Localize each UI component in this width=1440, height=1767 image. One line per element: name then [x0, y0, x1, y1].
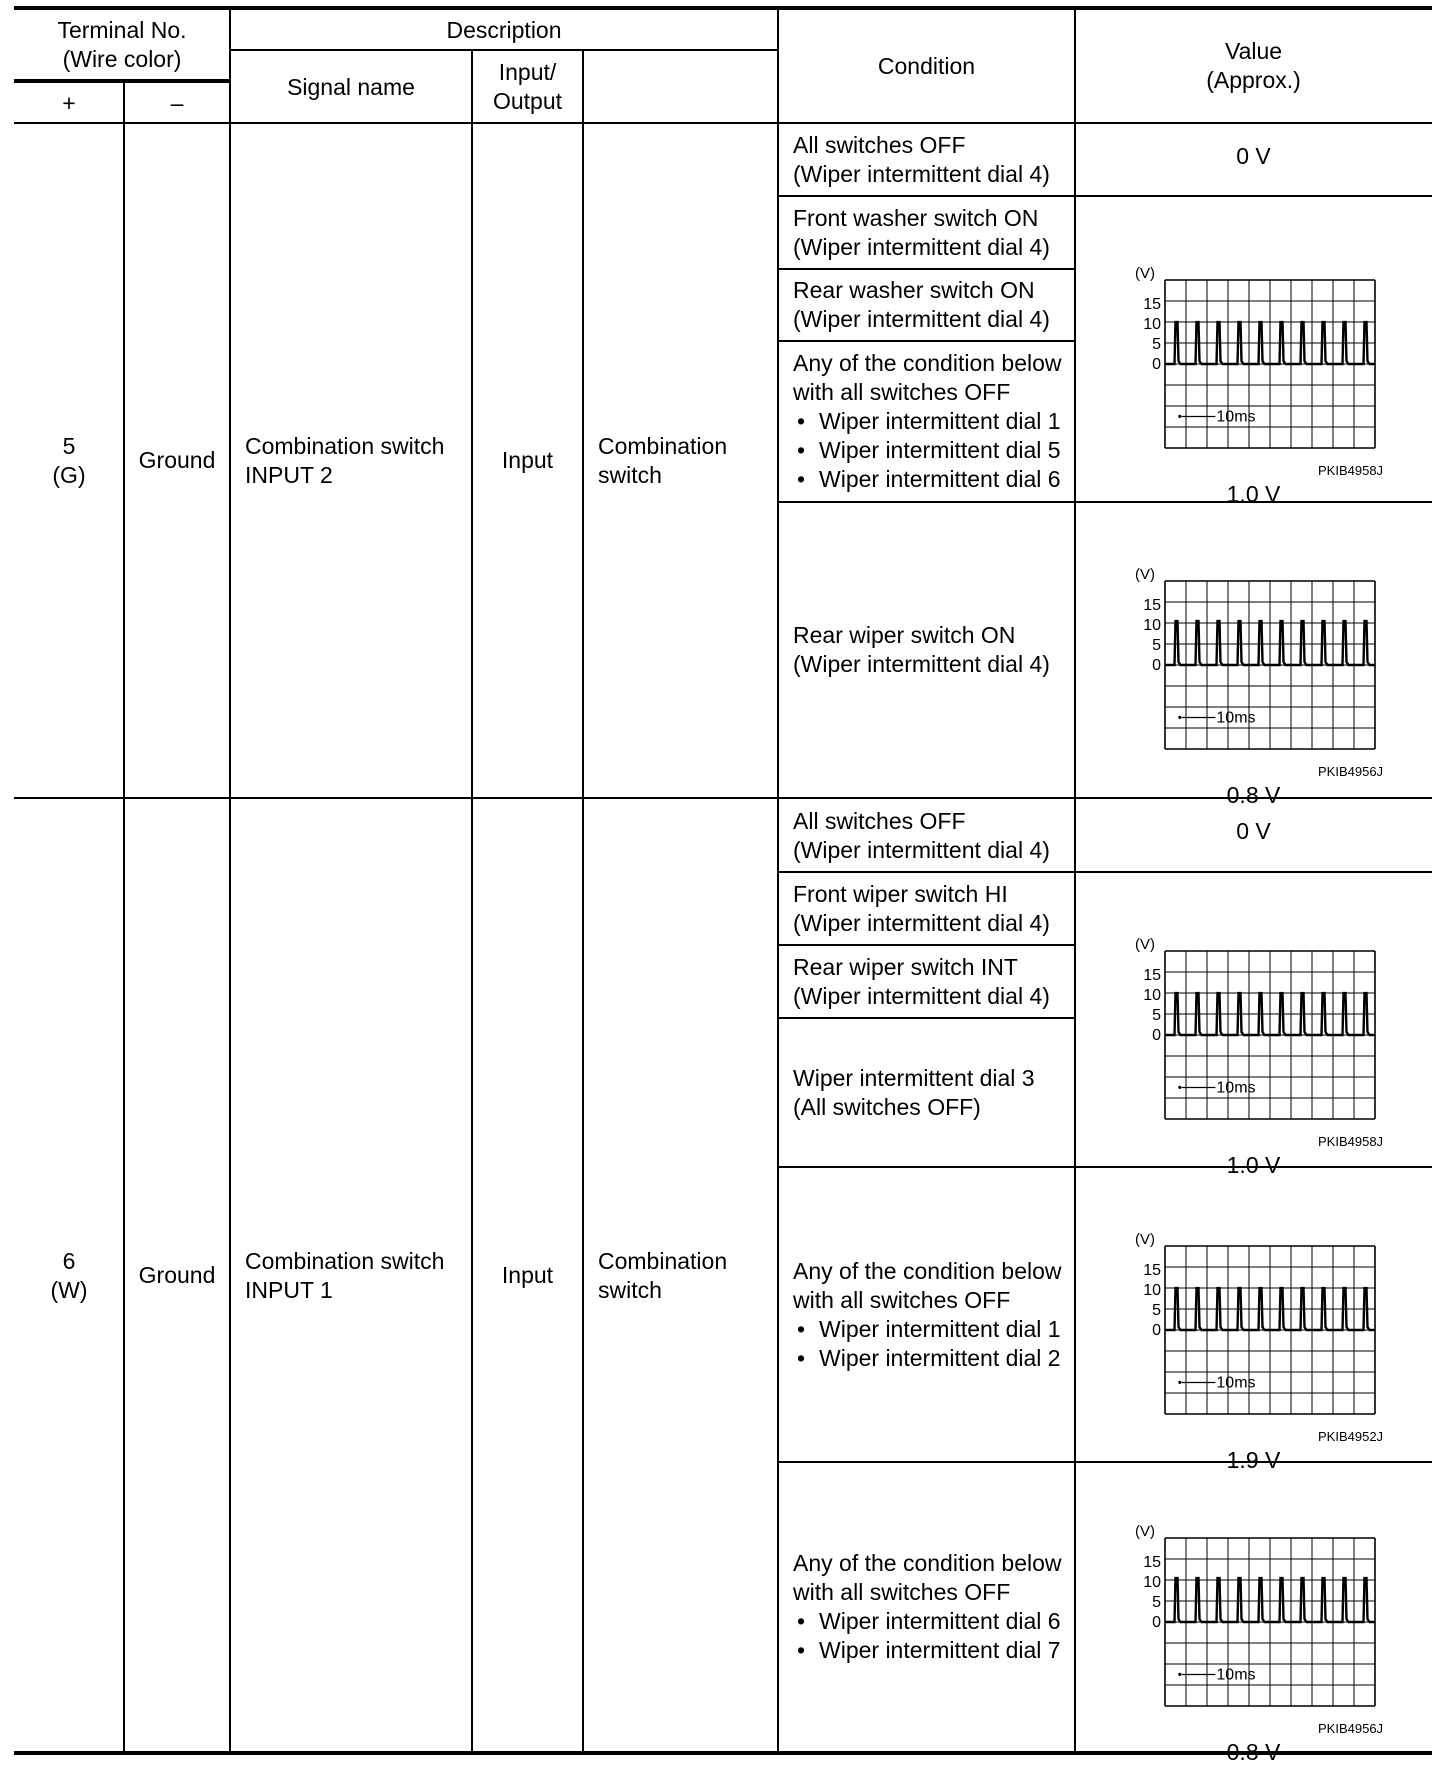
scope-tick-label: 10 [1143, 987, 1161, 1005]
bullet-item [793, 436, 1061, 465]
scope-tick-label: 5 [1152, 1007, 1161, 1025]
terminal-ground [124, 124, 230, 797]
waveform-scope [1123, 1230, 1377, 1418]
header-input-output [472, 52, 583, 122]
value-text: 0.8 V [1226, 1739, 1281, 1765]
input-output [472, 799, 583, 1752]
text-line: Ground [138, 447, 216, 473]
scope-tick-label: 5 [1152, 1594, 1161, 1612]
waveform-svg [1123, 565, 1377, 753]
value-text: 0 V [1236, 143, 1271, 169]
header-condition [778, 10, 1075, 122]
text-line: Description [446, 16, 562, 43]
text-line: 5 [62, 432, 76, 459]
scope-tick-label: 5 [1152, 336, 1161, 354]
time-marker-label: 10ms [1216, 709, 1256, 727]
scope-tick-label: 15 [1143, 967, 1161, 985]
header-description [230, 10, 778, 50]
text-line: (All switches OFF) [793, 1093, 981, 1120]
scope-unit-label: (V) [1135, 1231, 1155, 1248]
waveform-svg [1123, 1522, 1377, 1710]
text-line: Any of the condition below [793, 1257, 1062, 1284]
header-minus [124, 84, 230, 122]
text-line: (G) [52, 461, 86, 488]
time-marker-dot: • [1177, 409, 1182, 424]
scope-tick-label: 15 [1143, 1262, 1161, 1280]
text-line: Input/ [498, 59, 557, 85]
terminal-number [14, 799, 124, 1752]
text-line: Any of the condition below [793, 350, 1062, 376]
text-line: (Wiper intermittent dial 4) [793, 233, 1050, 260]
condition-cell [778, 341, 1075, 502]
condition-cell [778, 1167, 1075, 1462]
text-line: switch [598, 461, 662, 488]
condition-cell [778, 1462, 1075, 1752]
scope-tick-label: 0 [1152, 657, 1161, 674]
bullet-text: Wiper intermittent dial 2 [819, 1344, 1061, 1371]
condition-cell [778, 945, 1075, 1018]
text-line: with all switches OFF [793, 379, 1011, 405]
text-line: Output [492, 88, 563, 114]
bullet-dot: • [797, 1608, 806, 1634]
time-marker-label: 10ms [1216, 408, 1256, 426]
bullet-text: Wiper intermittent dial 1 [819, 1315, 1061, 1342]
time-marker-dot: • [1177, 1667, 1182, 1682]
value-text: 0 V [1236, 818, 1271, 844]
text-line: Any of the condition below [793, 1550, 1062, 1576]
text-line: Rear wiper switch INT [793, 953, 1018, 980]
bullet-dot: • [797, 1344, 806, 1371]
value-text: 1.9 V [1226, 1447, 1281, 1473]
text-line: Front wiper switch HI [793, 880, 1008, 907]
text-line: (Wiper intermittent dial 4) [793, 306, 1050, 332]
text-line: Front washer switch ON [793, 204, 1039, 231]
bullet-dot: • [797, 408, 806, 434]
figure-code: PKIB4956J [1318, 764, 1384, 779]
waveform-svg [1123, 264, 1377, 452]
waveform-scope [1123, 935, 1377, 1123]
header-plus [14, 84, 124, 122]
scope-tick-label: 10 [1143, 316, 1161, 334]
text-line: Value [1224, 38, 1283, 64]
text-line: with all switches OFF [793, 1579, 1011, 1605]
text-line: Combination switch [245, 432, 445, 459]
scope-unit-label: (V) [1135, 1523, 1155, 1540]
scope-tick-label: 10 [1143, 617, 1161, 635]
scope-tick-label: 15 [1143, 1554, 1161, 1572]
condition-cell [778, 872, 1075, 945]
bullet-item [793, 1344, 1061, 1373]
scope-tick-label: 15 [1143, 597, 1161, 615]
text-line: switch [598, 1276, 662, 1303]
text-line: All switches OFF [793, 807, 966, 834]
header-signal-name [230, 52, 472, 122]
value-cell [1075, 124, 1432, 196]
terminal-ground [124, 799, 230, 1752]
value-cell [1075, 799, 1432, 872]
condition-cell [778, 502, 1075, 797]
text-line: Ground [138, 1262, 216, 1288]
figure-code: PKIB4958J [1318, 463, 1384, 478]
figure-code: PKIB4958J [1318, 1134, 1384, 1149]
scope-tick-label: 5 [1152, 637, 1161, 655]
text-line: Input [501, 1262, 554, 1288]
scope-tick-label: 10 [1143, 1574, 1161, 1592]
text-line: Input [501, 447, 554, 473]
scope-unit-label: (V) [1135, 265, 1155, 282]
condition-group [583, 799, 778, 1752]
bullet-dot: • [797, 437, 806, 463]
header-terminal-no [14, 10, 230, 80]
text-line: Rear washer switch ON [793, 277, 1035, 303]
text-line: Combination [598, 1247, 728, 1274]
value-text: 0.8 V [1226, 782, 1281, 808]
bullet-item [793, 407, 1061, 436]
bullet-item [793, 465, 1061, 494]
condition-cell [778, 196, 1075, 269]
scope-tick-label: 15 [1143, 296, 1161, 314]
text-line: Signal name [287, 73, 415, 100]
bullet-text: Wiper intermittent dial 5 [819, 437, 1061, 463]
scope-tick-label: 0 [1152, 1027, 1161, 1044]
text-line: (Wiper intermittent dial 4) [793, 161, 1050, 187]
scope-tick-label: 5 [1152, 1302, 1161, 1320]
text-line: (Wiper intermittent dial 4) [793, 909, 1050, 936]
text-line: Terminal No. [57, 17, 187, 43]
scope-unit-label: (V) [1135, 566, 1155, 583]
waveform-scope [1123, 264, 1377, 452]
bullet-dot: • [797, 1637, 806, 1663]
text-line: (Approx.) [1206, 67, 1301, 93]
value-text: 1.0 V [1226, 1152, 1281, 1178]
text-line: INPUT 2 [245, 461, 333, 488]
time-marker-label: 10ms [1216, 1079, 1256, 1097]
condition-cell [778, 124, 1075, 196]
text-line: – [170, 89, 184, 116]
text-line: with all switches OFF [793, 1286, 1011, 1313]
signal-name [230, 799, 472, 1752]
bullet-text: Wiper intermittent dial 7 [819, 1637, 1061, 1663]
text-line: (Wiper intermittent dial 4) [793, 982, 1050, 1009]
grid-line [14, 81, 230, 83]
text-line: All switches OFF [793, 132, 966, 158]
text-line: 6 [62, 1247, 76, 1274]
condition-group [583, 124, 778, 797]
scope-unit-label: (V) [1135, 936, 1155, 953]
waveform-svg [1123, 935, 1377, 1123]
bullet-dot: • [797, 466, 806, 492]
text-line: Combination switch [245, 1247, 445, 1274]
text-line: Combination [598, 432, 728, 459]
waveform-scope [1123, 1522, 1377, 1710]
text-line: (W) [50, 1276, 88, 1303]
time-marker-dot: • [1177, 710, 1182, 725]
scope-tick-label: 10 [1143, 1282, 1161, 1300]
waveform-scope [1123, 565, 1377, 753]
bullet-item [793, 1607, 1061, 1636]
signal-name [230, 124, 472, 797]
text-line: (Wiper intermittent dial 4) [793, 836, 1050, 863]
time-marker-dot: • [1177, 1375, 1182, 1390]
scope-tick-label: 0 [1152, 1322, 1161, 1339]
time-marker-dot: • [1177, 1080, 1182, 1095]
condition-cell [778, 269, 1075, 341]
header-value [1075, 10, 1432, 122]
condition-cell [778, 799, 1075, 872]
figure-code: PKIB4956J [1318, 1721, 1384, 1736]
waveform-svg [1123, 1230, 1377, 1418]
scope-tick-label: 0 [1152, 1614, 1161, 1631]
text-line: (Wire color) [62, 46, 182, 72]
bullet-item [793, 1636, 1061, 1665]
text-line: Wiper intermittent dial 3 [793, 1064, 1035, 1091]
text-line: (Wiper intermittent dial 4) [793, 650, 1050, 677]
bullet-text: Wiper intermittent dial 1 [819, 408, 1061, 434]
text-line: Rear wiper switch ON [793, 621, 1016, 648]
bullet-text: Wiper intermittent dial 6 [819, 1608, 1061, 1634]
input-output [472, 124, 583, 797]
time-marker-label: 10ms [1216, 1374, 1256, 1392]
scope-tick-label: 0 [1152, 356, 1161, 373]
terminal-number [14, 124, 124, 797]
text-line: Condition [877, 52, 976, 79]
bullet-dot: • [797, 1315, 806, 1342]
bullet-item [793, 1315, 1061, 1344]
condition-cell [778, 1018, 1075, 1167]
figure-code: PKIB4952J [1318, 1429, 1384, 1444]
value-text: 1.0 V [1226, 481, 1281, 507]
text-line: INPUT 1 [245, 1276, 333, 1303]
bullet-text: Wiper intermittent dial 6 [819, 466, 1061, 492]
time-marker-label: 10ms [1216, 1666, 1256, 1684]
text-line: + [62, 89, 76, 116]
